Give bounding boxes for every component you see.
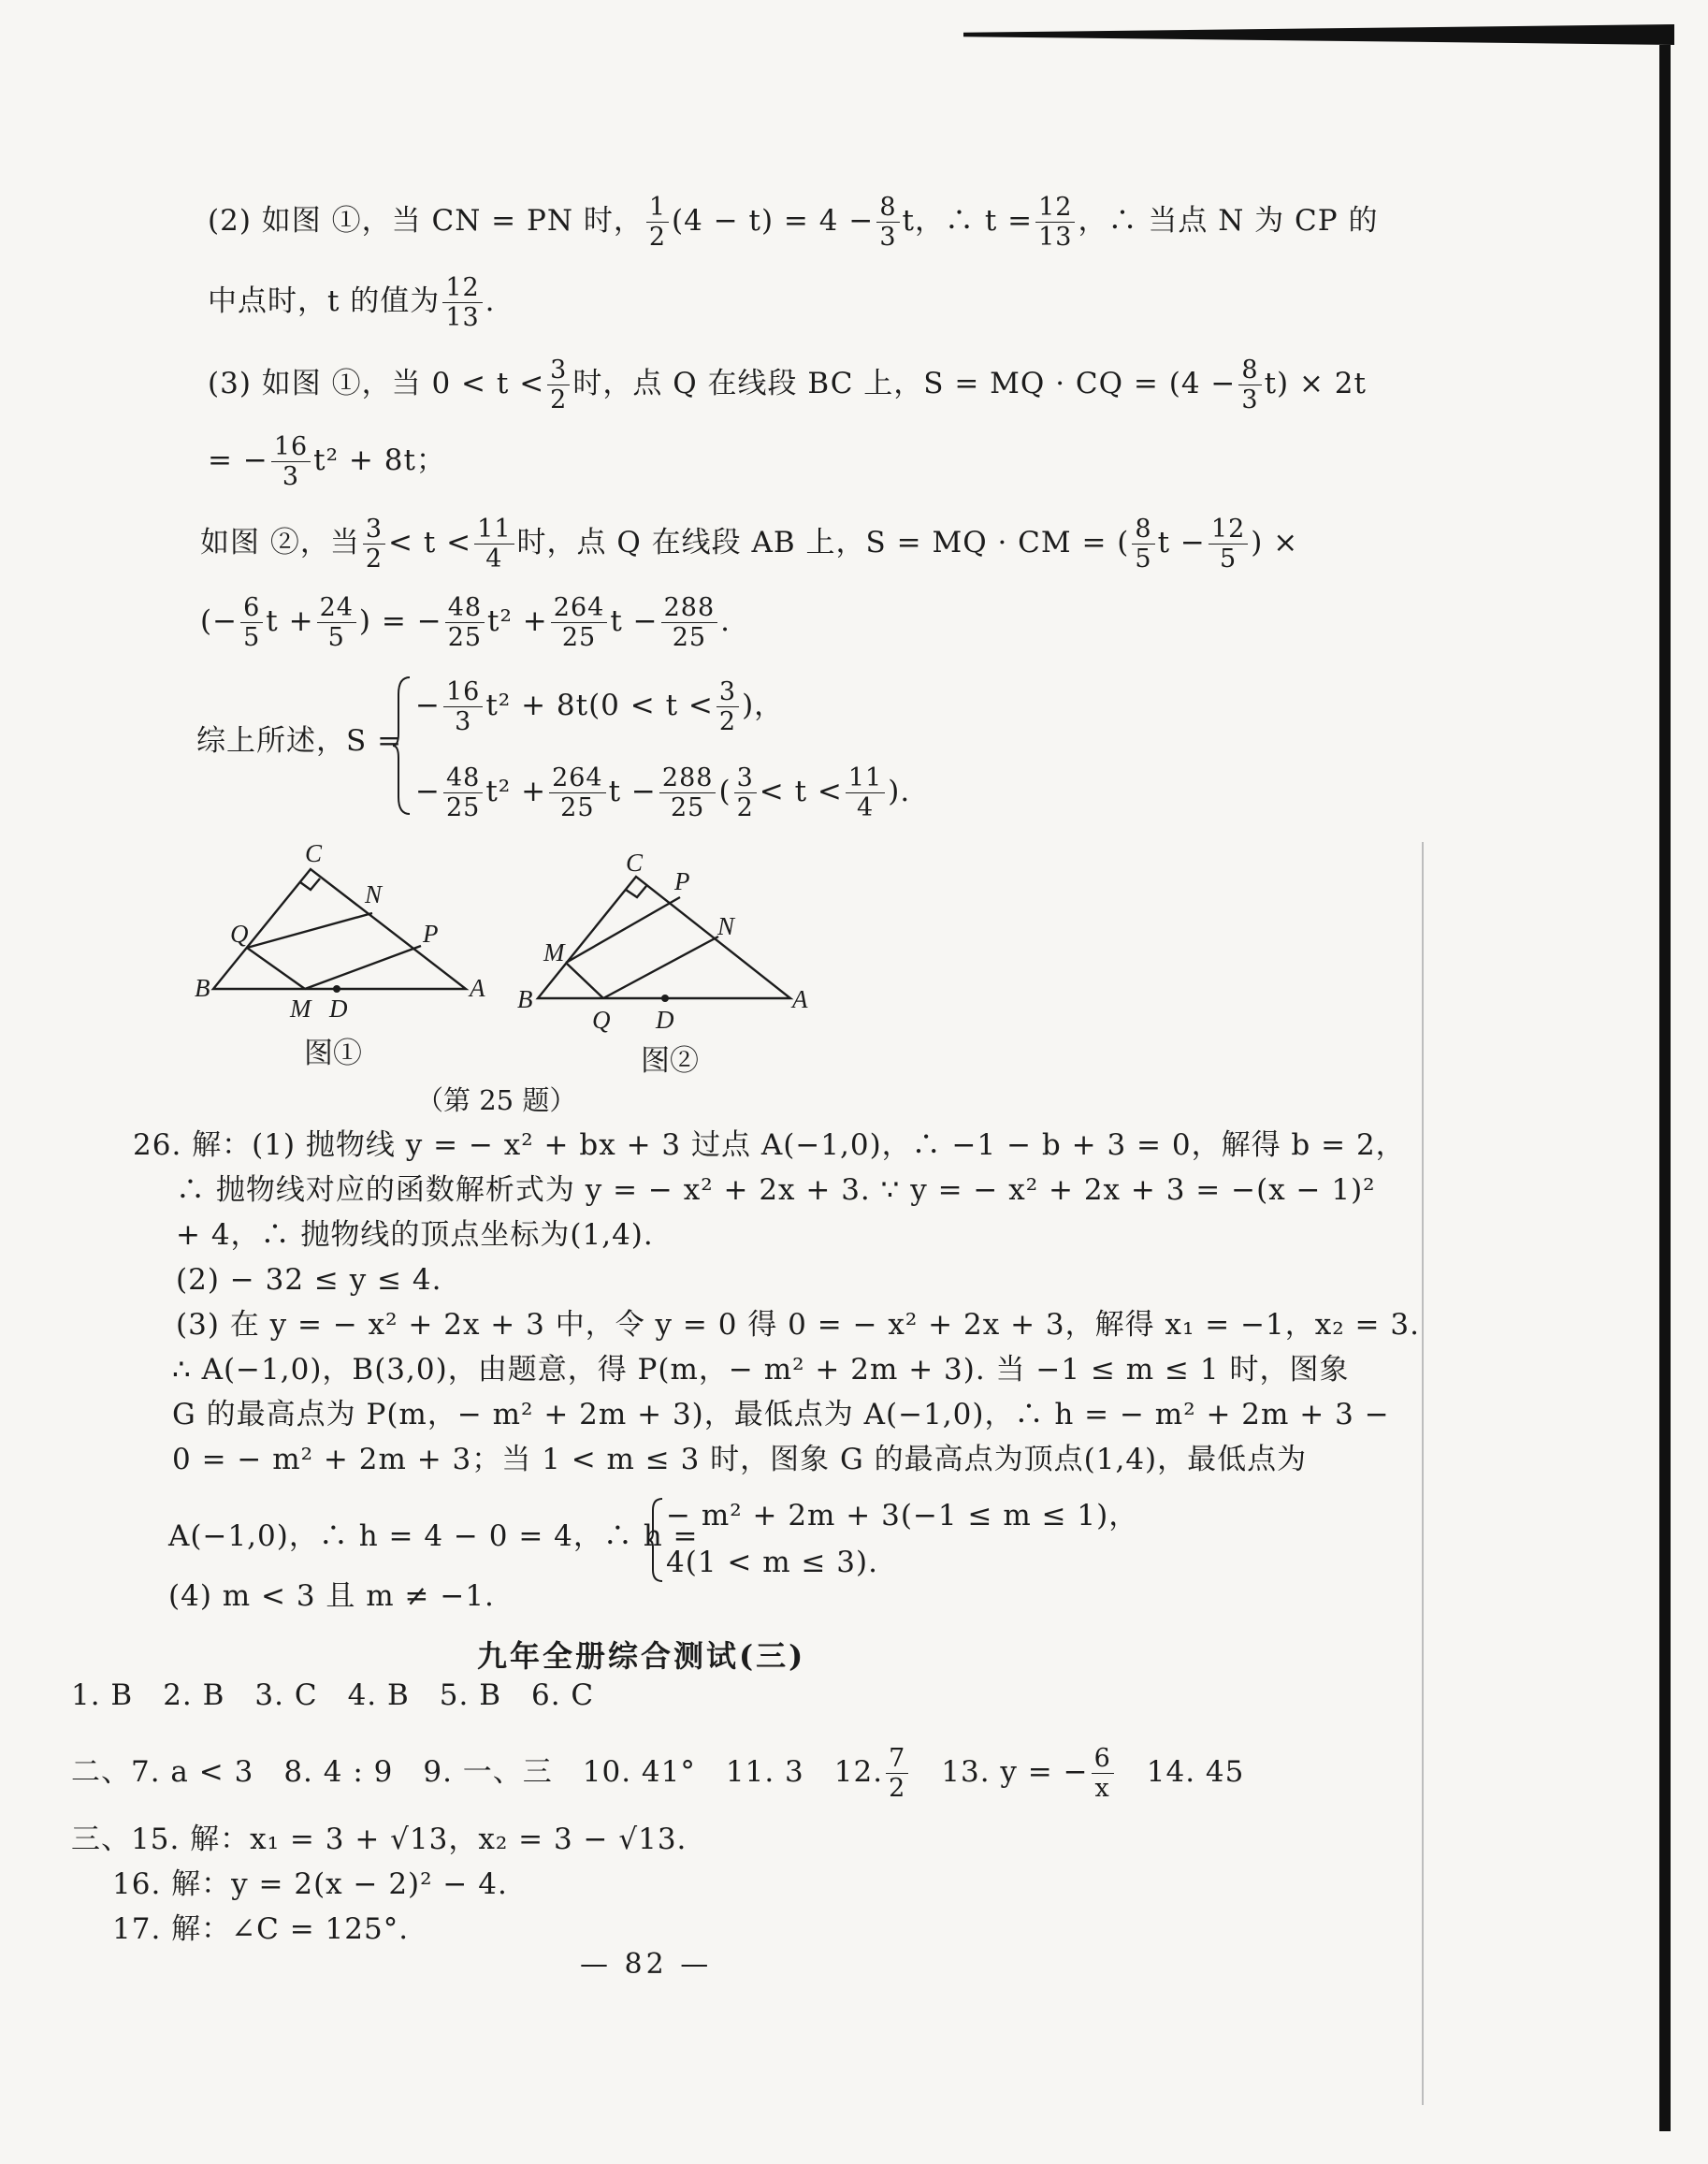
q26-piecewise-brace xyxy=(647,1497,664,1583)
fraction: $\frac{8}{5}$ xyxy=(1132,516,1154,572)
summary-label: 综上所述，S = xyxy=(196,724,403,758)
fraction: $\frac{264}{25}$ xyxy=(549,765,606,821)
q26-line3: + 4，∴ 抛物线的顶点坐标为(1,4). xyxy=(176,1218,654,1252)
figure-1-caption: 图① xyxy=(304,1037,362,1070)
scan-edge-right xyxy=(1659,45,1671,2131)
q26-line6: ∴ A(−1,0)，B(3,0)，由题意，得 P(m，− m² + 2m + 3). 当 −1 ≤ m ≤ 1 时，图象 xyxy=(172,1353,1350,1387)
label-n: N xyxy=(365,880,383,908)
piecewise-case1: − $\frac{16}{3}$ t² + 8t(0 < t < $\frac{3}{2}$ )， xyxy=(415,677,785,736)
label-b: B xyxy=(517,985,533,1013)
answers-q16: 16. 解：y = 2(x − 2)² − 4. xyxy=(112,1867,508,1901)
fraction: $\frac{24}{5}$ xyxy=(317,595,356,650)
label-b: B xyxy=(195,974,210,1002)
label-m: M xyxy=(290,995,311,1023)
fraction: $\frac{3}{2}$ xyxy=(716,679,739,734)
q26-line5: (3) 在 y = − x² + 2x + 3 中，令 y = 0 得 0 = − x² + 2x + 3，解得 x₁ = −1，x₂ = 3. xyxy=(176,1308,1420,1342)
page-number: — 82 — xyxy=(580,1948,713,1981)
section-title: 九年全册综合测试(三) xyxy=(477,1638,806,1674)
right-angle-mark xyxy=(626,886,646,897)
segment-mp xyxy=(305,946,421,989)
part2-line2: 中点时，t 的值为 $\frac{12}{13}$ . xyxy=(208,273,496,332)
fraction: $\frac{6}{5}$ xyxy=(240,595,263,650)
fraction: $\frac{48}{25}$ xyxy=(443,765,483,821)
segment-qm xyxy=(247,948,305,989)
label-c: C xyxy=(305,839,323,867)
label-d: D xyxy=(656,1006,674,1034)
piecewise-case2: − $\frac{48}{25}$ t² + $\frac{264}{25}$ t − $\frac{288}{25}$ ( $\frac{3}{2}$ < t < $\frac{11}{4}$ ). xyxy=(415,763,911,822)
fraction: $\frac{11}{4}$ xyxy=(474,516,514,572)
fraction: $\frac{48}{25}$ xyxy=(445,595,485,650)
answers-part2: 二、7. a < 3 8. 4 : 9 9. 一、三 10. 41° 11. 3 12. $\frac{7}{2}$ 13. y = − $\frac{6}{x}$ 14. 45 xyxy=(71,1744,1245,1803)
scan-fold-line xyxy=(1422,842,1424,2105)
q26-line10: (4) m < 3 且 m ≠ −1. xyxy=(168,1579,495,1613)
fraction: $\frac{288}{25}$ xyxy=(661,595,718,650)
label-a: A xyxy=(792,985,808,1013)
q26-line4: (2) − 32 ≤ y ≤ 4. xyxy=(176,1263,442,1297)
q26-line1: 26. 解：(1) 抛物线 y = − x² + bx + 3 过点 A(−1,0)，∴ −1 − b + 3 = 0，解得 b = 2， xyxy=(133,1128,1406,1162)
fraction: $\frac{7}{2}$ xyxy=(886,1746,908,1801)
right-angle-mark xyxy=(300,879,320,890)
fraction: $\frac{11}{4}$ xyxy=(846,765,885,821)
piecewise-brace xyxy=(391,675,412,816)
segment-mq xyxy=(566,963,603,998)
figure-2-caption: 图② xyxy=(641,1044,699,1078)
fraction: $\frac{12}{13}$ xyxy=(442,275,482,330)
fraction: $\frac{3}{2}$ xyxy=(363,516,385,572)
point-d xyxy=(333,985,340,993)
label-n: N xyxy=(717,912,735,940)
answers-q17: 17. 解：∠C = 125°. xyxy=(112,1912,410,1946)
label-d: D xyxy=(329,995,348,1023)
label-a: A xyxy=(470,974,485,1002)
label-m: M xyxy=(543,938,565,966)
part3-line2: = − $\frac{16}{3}$ t² + 8t； xyxy=(208,432,446,491)
triangle-abc xyxy=(538,877,790,998)
label-p: P xyxy=(674,867,690,895)
segment-qn xyxy=(247,913,372,948)
fraction: $\frac{1}{2}$ xyxy=(646,195,669,250)
q26-line2: ∴ 抛物线对应的函数解析式为 y = − x² + 2x + 3. ∵ y = − x² + 2x + 3 = −(x − 1)² xyxy=(176,1173,1376,1207)
figure-group-caption: （第 25 题） xyxy=(416,1084,577,1116)
part2-line1: (2) 如图 ①，当 CN = PN 时， $\frac{1}{2}$ (4 − t) = 4 − $\frac{8}{3}$ t，∴ t = $\frac{12}{13}$ ，∴ 当点 N 为 CP 的 xyxy=(208,193,1379,252)
label-c: C xyxy=(626,849,644,877)
label-q: Q xyxy=(592,1006,611,1034)
fraction: $\frac{16}{3}$ xyxy=(271,434,311,489)
part3-line4: (− $\frac{6}{5}$ t + $\frac{24}{5}$ ) = − $\frac{48}{25}$ t² + $\frac{264}{25}$ t − $\frac{288}{25}$ . xyxy=(200,593,731,652)
q26-case1: − m² + 2m + 3(−1 ≤ m ≤ 1)， xyxy=(666,1499,1139,1532)
q26-line7: G 的最高点为 P(m，− m² + 2m + 3)，最低点为 A(−1,0)，∴ h = − m² + 2m + 3 − xyxy=(172,1398,1390,1431)
scan-edge-top xyxy=(963,24,1674,45)
q26-line8: 0 = − m² + 2m + 3；当 1 < m ≤ 3 时，图象 G 的最高点为顶点(1,4)，最低点为 xyxy=(172,1443,1308,1476)
segment-qn xyxy=(603,937,718,998)
fraction: $\frac{288}{25}$ xyxy=(659,765,716,821)
fraction: $\frac{6}{x}$ xyxy=(1092,1746,1114,1801)
q26-line9: A(−1,0)，∴ h = 4 − 0 = 4，∴ h = xyxy=(168,1519,699,1553)
fraction: $\frac{16}{3}$ xyxy=(443,679,483,734)
answers-part1: 1. B 2. B 3. C 4. B 5. B 6. C xyxy=(71,1678,595,1712)
part3-line3: 如图 ②，当 $\frac{3}{2}$ < t < $\frac{11}{4}$ 时，点 Q 在线段 AB 上，S = MQ · CM = ( $\frac{8}{5}$ t − $\frac{12}{5}$ ) × xyxy=(200,515,1299,574)
label-q: Q xyxy=(230,920,249,948)
label-p: P xyxy=(423,920,439,948)
segment-mp xyxy=(566,897,680,963)
part3-line1: (3) 如图 ①，当 0 < t < $\frac{3}{2}$ 时，点 Q 在线段 BC 上，S = MQ · CQ = (4 − $\frac{8}{3}$ t) × 2t xyxy=(208,356,1367,414)
fraction: $\frac{3}{2}$ xyxy=(547,357,570,413)
q26-case2: 4(1 < m ≤ 3). xyxy=(666,1546,878,1579)
fraction: $\frac{8}{3}$ xyxy=(876,195,899,250)
fraction: $\frac{12}{13}$ xyxy=(1035,195,1075,250)
answers-part3-q15: 三、15. 解：x₁ = 3 + √13，x₂ = 3 − √13. xyxy=(71,1823,688,1856)
figure-2-diagram xyxy=(510,847,828,1034)
fraction: $\frac{12}{5}$ xyxy=(1209,516,1248,572)
fraction: $\frac{3}{2}$ xyxy=(734,765,757,821)
fraction: $\frac{264}{25}$ xyxy=(551,595,608,650)
fraction: $\frac{8}{3}$ xyxy=(1238,357,1261,413)
figure-1-diagram xyxy=(187,837,505,1024)
point-d xyxy=(661,995,669,1002)
